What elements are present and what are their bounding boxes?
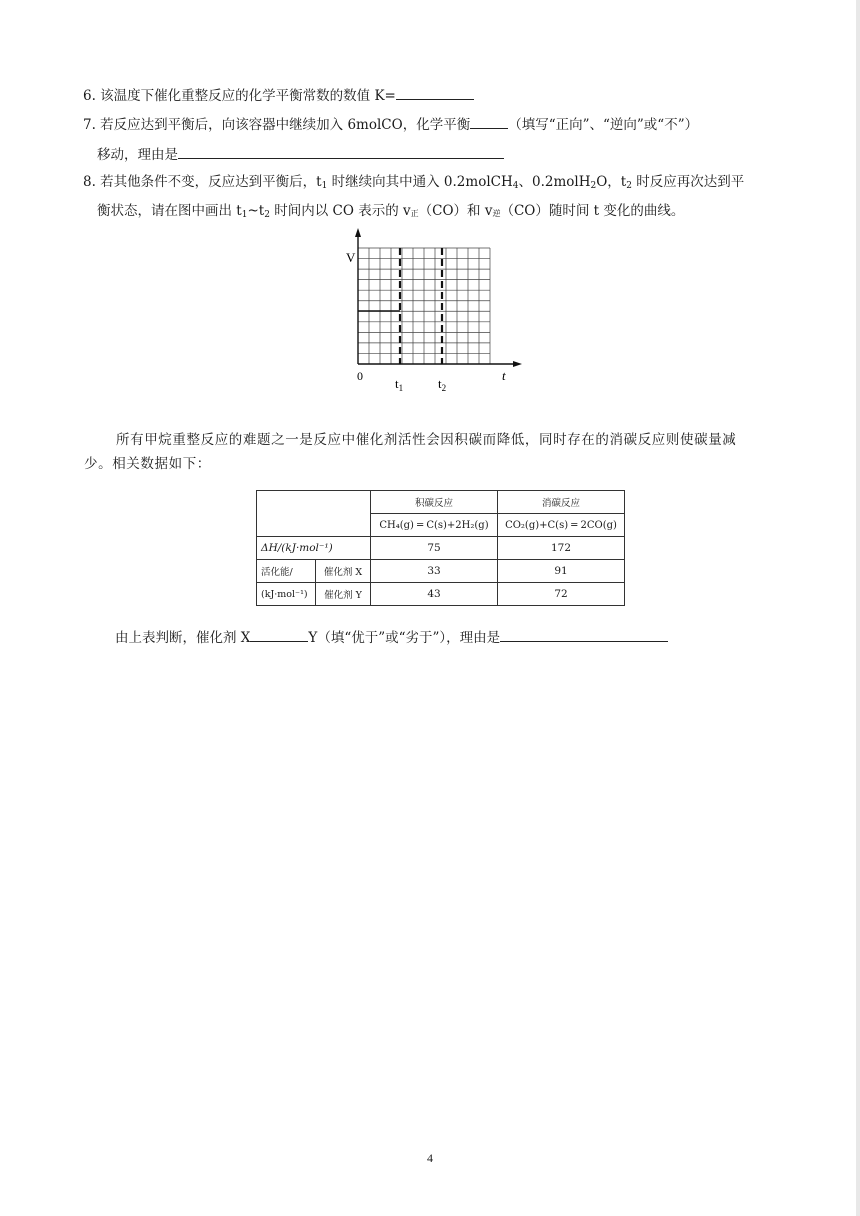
ea-label-2: (kJ·mol⁻¹) <box>257 583 316 606</box>
page-number: 4 <box>427 1151 433 1165</box>
question-8-line2-b: ~t <box>247 203 265 219</box>
table-header-row-1 <box>257 491 625 514</box>
cat-x-value-2: 91 <box>498 560 625 583</box>
question-8-line2-d: （CO）和 v <box>418 203 493 219</box>
table-row-cat-x <box>257 560 625 583</box>
col2-title: 消碳反应 <box>498 491 625 514</box>
question-7-line-2 <box>97 143 504 165</box>
col1-title: 积碳反应 <box>371 491 498 514</box>
question-8-line2-sub-1: 1 <box>241 210 248 220</box>
col1-equation: CH₄(g) ═ C(s)+2H₂(g) <box>371 514 498 537</box>
question-7-text-1: 7. 若反应达到平衡后，向该容器中继续加入 6molCO，化学平衡 <box>83 117 471 133</box>
table-row-dh <box>257 537 625 560</box>
question-8-text-3: 、0.2molH <box>518 174 591 190</box>
question-7-text-2: （填写“正向”、“逆向”或“不”） <box>508 117 699 133</box>
origin-label: 0 <box>357 369 363 383</box>
intro-line-1: 所有甲烷重整反应的难题之一是反应中催化剂活性会因积碳而降低，同时存在的消碳反应则使碳量减 <box>116 432 737 448</box>
question-8 <box>83 172 744 192</box>
final-question-text-1: 由上表判断，催化剂 X <box>115 630 251 646</box>
t1-label: $t_1$ <box>395 376 404 393</box>
grid <box>358 248 490 364</box>
question-8-sub-2: 4 <box>512 181 519 191</box>
cat-x-value-1: 33 <box>371 560 498 583</box>
question-8-sub-1: 1 <box>321 181 328 191</box>
question-8-text-5: 时反应再次达到平 <box>631 174 745 190</box>
table-corner-cell <box>257 491 371 537</box>
graph-svg <box>330 226 530 398</box>
cat-y-value-2: 72 <box>498 583 625 606</box>
answer-blank-reason-7[interactable] <box>178 143 504 159</box>
table-row-cat-y <box>257 583 625 606</box>
velocity-time-graph[interactable] <box>330 226 530 398</box>
question-8-sub-4: 2 <box>626 181 632 191</box>
answer-blank-k[interactable] <box>396 84 474 100</box>
question-7-reason-label: 移动，理由是 <box>97 147 178 163</box>
question-8-line2-a: 衡状态，请在图中画出 t <box>97 203 242 219</box>
question-8-text-1: 8. 若其他条件不变，反应达到平衡后，t <box>83 174 322 190</box>
reaction-data-table <box>256 490 625 606</box>
question-6-text: 6. 该温度下催化重整反应的化学平衡常数的数值 K= <box>83 88 396 104</box>
cat-y-label: 催化剂 Y <box>316 583 371 606</box>
final-question-text-2: Y（填“优于”或“劣于”），理由是 <box>308 630 501 646</box>
dh-label: ΔH/(kJ·mol⁻¹) <box>257 537 371 560</box>
question-8-sub-3: 2 <box>590 181 597 191</box>
question-8-text-2: 时继续向其中通入 0.2molCH <box>327 174 513 190</box>
final-question <box>115 626 668 648</box>
cat-y-value-1: 43 <box>371 583 498 606</box>
x-axis-label: t <box>502 368 506 383</box>
question-6 <box>83 84 474 106</box>
y-axis-arrow <box>355 228 361 237</box>
question-8-line2-e: （CO）随时间 t 变化的曲线。 <box>500 203 685 219</box>
page-edge <box>856 0 860 1216</box>
question-7 <box>83 113 698 135</box>
answer-blank-compare[interactable] <box>250 626 308 642</box>
subscript-zheng: 正 <box>410 209 419 218</box>
answer-blank-reason-final[interactable] <box>500 626 668 642</box>
question-8-line2-sub-2: 2 <box>264 210 270 220</box>
intro-line-2: 少。相关数据如下： <box>84 456 211 472</box>
x-axis-arrow <box>513 361 522 367</box>
subscript-ni: 逆 <box>492 209 501 218</box>
dh-value-2: 172 <box>498 537 625 560</box>
question-8-line2-c: 时间内以 CO 表示的 v <box>269 203 411 219</box>
dh-value-1: 75 <box>371 537 498 560</box>
question-8-text-4: O，t <box>596 174 627 190</box>
t2-label: $t_2$ <box>438 376 447 393</box>
col2-equation: CO₂(g)+C(s) ═ 2CO(g) <box>498 514 625 537</box>
ea-label-1: 活化能/ <box>257 560 316 583</box>
answer-blank-direction[interactable] <box>470 113 508 129</box>
y-axis-label: V <box>346 250 356 265</box>
cat-x-label: 催化剂 X <box>316 560 371 583</box>
question-8-line-2 <box>97 201 684 224</box>
intro-paragraph <box>84 428 784 476</box>
